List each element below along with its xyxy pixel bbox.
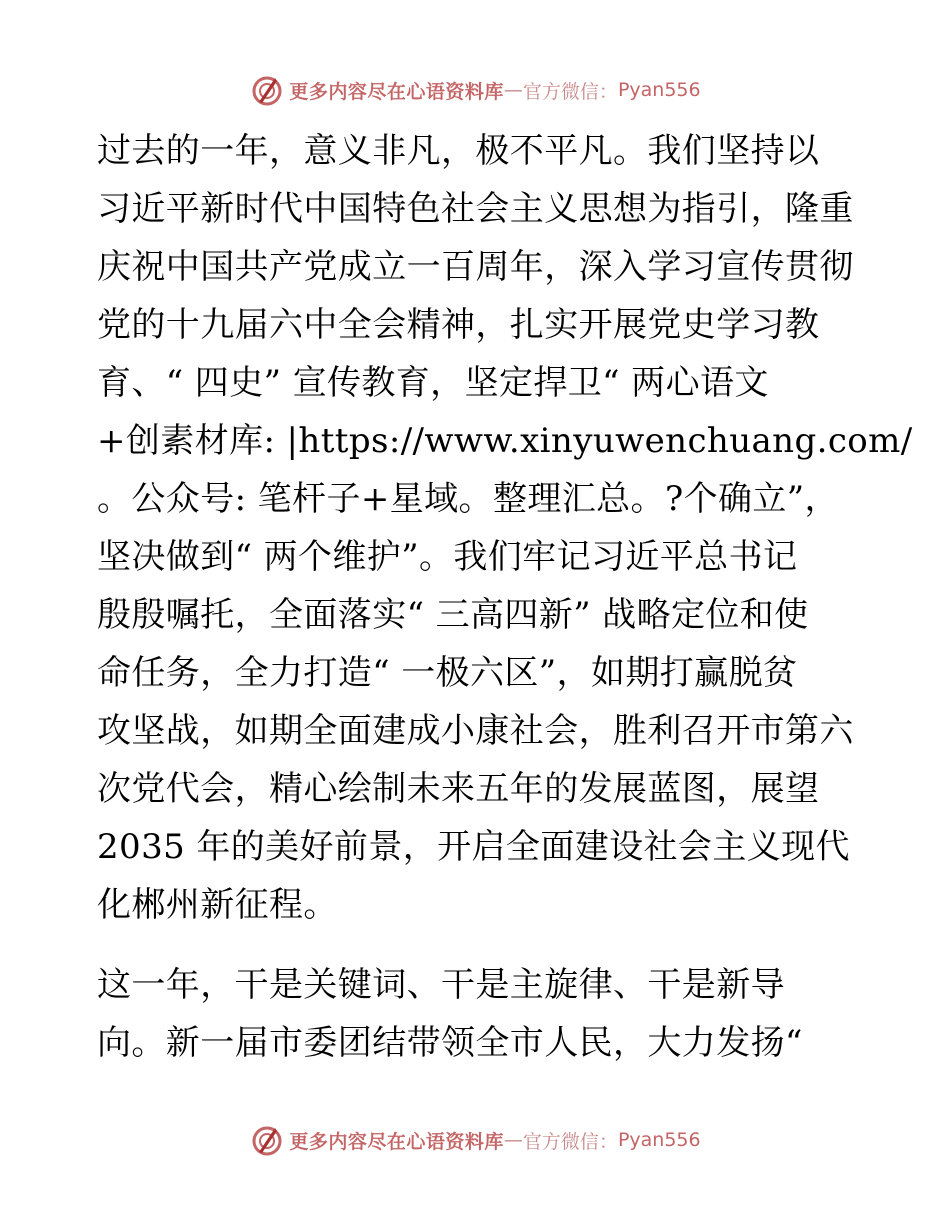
text-line: 化郴州新征程。 — [97, 885, 338, 925]
text-line: 殷殷嘱托，全面落实“ 三高四新” 战略定位和使 — [97, 595, 809, 635]
watermark-header — [0, 70, 950, 110]
text-line: +创素材库: |https://www.xinyuwenchuang.com/ — [97, 421, 913, 461]
paragraph — [97, 956, 857, 1072]
text-line: 。公众号: 笔杆子+星域。整理汇总。?个确立”， — [97, 479, 839, 519]
text-line: 坚决做到“ 两个维护”。我们牢记习近平总书记 — [97, 537, 798, 577]
text-line: 育、“ 四史” 宣传教育，坚定捍卫“ 两心语文 — [97, 363, 769, 403]
text-line: 庆祝中国共产党成立一百周年，深入学习宣传贯彻 — [97, 247, 854, 287]
watermark-wechat-label: 官方微信： — [522, 80, 618, 103]
text-line: 2035 年的美好前景，开启全面建设社会主义现代 — [97, 827, 850, 867]
watermark-account: Pyan556 — [617, 1129, 701, 1151]
text-line: 向。新一届市委团结带领全市人民，大力发扬“ — [97, 1023, 803, 1063]
text-line: 习近平新时代中国特色社会主义思想为指引，隆重 — [97, 189, 854, 229]
text-line: 命任务，全力打造“ 一极六区”，如期打赢脱贫 — [97, 653, 798, 693]
text-line: 攻坚战，如期全面建成小康社会，胜利召开市第六 — [97, 711, 854, 751]
text-line: 党的十九届六中全会精神，扎实开展党史学习教 — [97, 305, 820, 345]
quill-logo-icon — [249, 72, 285, 108]
text-line: 这一年，干是关键词、干是主旋律、干是新导 — [97, 965, 785, 1005]
quill-logo-icon — [249, 1122, 285, 1158]
watermark-separator: — — [503, 1129, 523, 1151]
watermark-wechat-label: 官方微信： — [522, 1130, 618, 1153]
document-body — [97, 122, 913, 1072]
watermark-account: Pyan556 — [617, 79, 701, 101]
watermark-brand: 更多内容尽在心语资料库 — [289, 1130, 504, 1153]
watermark-separator: — — [503, 79, 523, 101]
text-line: 过去的一年，意义非凡，极不平凡。我们坚持以 — [97, 131, 820, 171]
text-line: 次党代会，精心绘制未来五年的发展蓝图，展望 — [97, 769, 820, 809]
watermark-footer — [0, 1120, 950, 1160]
paragraph-spacer — [97, 934, 857, 956]
paragraph — [97, 122, 913, 934]
watermark-brand: 更多内容尽在心语资料库 — [289, 80, 504, 103]
